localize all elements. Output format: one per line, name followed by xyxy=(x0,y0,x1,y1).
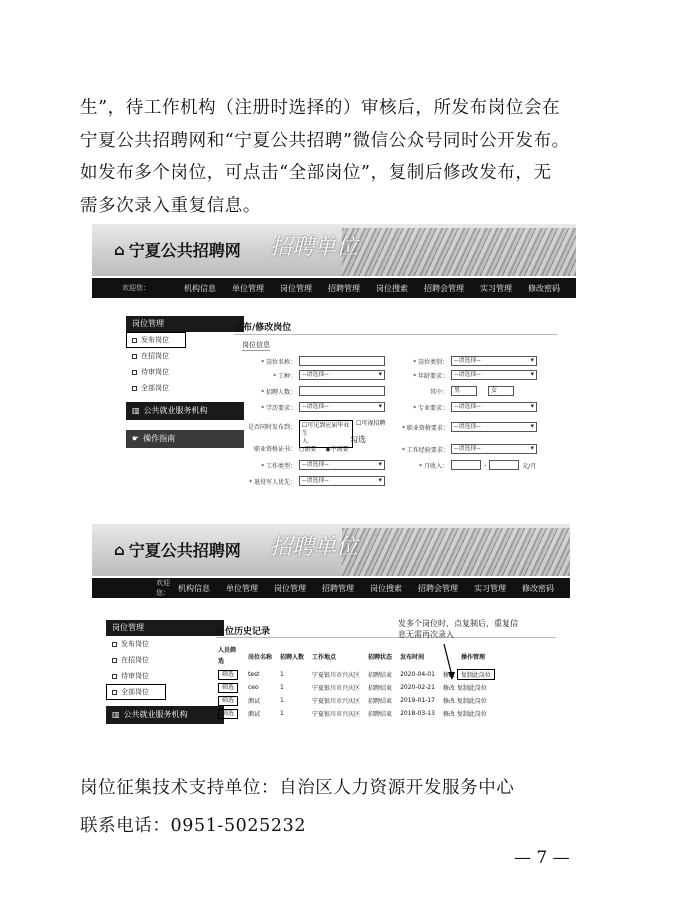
sidebar-item-active-jobs[interactable]: 在招岗位 xyxy=(126,348,244,364)
copy-job-link[interactable]: 复制此岗位 xyxy=(456,698,487,705)
experience-select[interactable]: --请选择-- ▾ xyxy=(451,444,537,454)
education-select[interactable]: --请选择-- ▾ xyxy=(299,402,385,412)
graduate-option-box[interactable]: ☐可见到应届毕业生 人 xyxy=(299,420,353,448)
filter-button[interactable]: 筛选 xyxy=(218,696,238,706)
field-job-category: * 岗位类别： --请选择-- ▾ xyxy=(402,356,537,366)
filter-button[interactable]: 筛选 xyxy=(218,683,238,693)
support-unit-line: 岗位征集技术支持单位：自治区人力资源开发服务中心 xyxy=(80,778,515,798)
nav-job-search[interactable]: 岗位搜索 xyxy=(370,583,402,593)
paragraph-line-4: 需多次录入重复信息。 xyxy=(80,195,261,216)
section-title: 岗位信息 xyxy=(242,341,270,349)
filter-button[interactable]: 筛选 xyxy=(218,670,238,680)
sidebar-heading: 岗位管理 xyxy=(126,316,244,332)
field-veteran: * 退役军人优先： --请选择-- ▾ xyxy=(242,476,385,486)
building-icon: ▥ xyxy=(112,710,120,719)
sidebar-item-pending-jobs[interactable]: 待审岗位 xyxy=(126,364,244,380)
table-row: 筛选 测试 1 宁夏银川市兴庆区 招聘结束 2018-03-13 修改 复制此岗位 xyxy=(214,707,499,720)
table-row: 筛选 测试 1 宁夏银川市兴庆区 招聘结束 2019-01-17 修改 复制此岗位 xyxy=(214,694,499,707)
edit-link[interactable]: 修改 xyxy=(442,685,455,692)
sidebar xyxy=(106,620,224,724)
body-paragraph xyxy=(80,92,620,222)
field-work-type: * 工作类型： --请选择-- ▾ xyxy=(242,460,385,470)
welcome-text: 欢迎您： xyxy=(156,579,170,597)
nav-change-password[interactable]: 修改密码 xyxy=(528,283,560,293)
radio-need[interactable]: ○需要 xyxy=(299,446,317,453)
copy-annotation: 发多个岗位时，点复制后，重复信息无需再次录入 xyxy=(398,619,518,639)
edit-link[interactable]: 修改 xyxy=(442,698,455,705)
contact-phone-line: 联系电话：0951-5025232 xyxy=(80,816,307,836)
job-name-input[interactable] xyxy=(299,356,385,366)
age-select[interactable]: --请选择-- ▾ xyxy=(451,370,537,380)
logo-icon: ⌂ xyxy=(114,540,125,559)
field-age: * 年龄要求： --请选择-- ▾ xyxy=(402,370,537,380)
nav-job-mgmt[interactable]: 岗位管理 xyxy=(274,583,306,593)
copy-job-link[interactable]: 复制此岗位 xyxy=(457,669,495,680)
male-count-input[interactable]: 男 xyxy=(451,386,477,396)
nav-fair-mgmt[interactable]: 招聘会管理 xyxy=(424,283,464,293)
headcount-input[interactable] xyxy=(299,386,385,396)
nav-intern-mgmt[interactable]: 实习管理 xyxy=(480,283,512,293)
field-experience: * 工作经验要求： --请选择-- ▾ xyxy=(402,444,537,454)
field-salary: * 月收入： - 元/月 xyxy=(419,461,537,470)
public-service-button[interactable]: ▥ 公共就业服务机构 xyxy=(106,706,224,724)
copy-job-link[interactable]: 复制此岗位 xyxy=(456,685,487,692)
page-number: — 7 — xyxy=(514,848,570,868)
site-slogan: 招聘单位 xyxy=(270,235,359,260)
radio-no-need[interactable]: ◉不需要 xyxy=(325,446,349,453)
sidebar-item-active-jobs[interactable]: 在招岗位 xyxy=(106,652,224,668)
salary-max-input[interactable] xyxy=(489,460,519,470)
sidebar xyxy=(126,316,244,448)
field-job-type: * 工种： --请选择-- ▾ xyxy=(242,370,385,380)
main-nav xyxy=(92,278,576,298)
welcome-text: 欢迎您： xyxy=(122,284,150,292)
visible-recruit-option[interactable]: ☐可视招聘 xyxy=(356,420,386,427)
checkbox-icon: ☐ xyxy=(302,422,308,429)
nav-org-info[interactable]: 机构信息 xyxy=(184,283,216,293)
nav-unit-mgmt[interactable]: 单位管理 xyxy=(226,583,258,593)
nav-recruit-mgmt[interactable]: 招聘管理 xyxy=(328,283,360,293)
job-type-select[interactable]: --请选择-- ▾ xyxy=(299,370,385,380)
site-banner xyxy=(92,224,576,276)
nav-change-password[interactable]: 修改密码 xyxy=(522,583,554,593)
checkbox-icon: ☐ xyxy=(356,420,362,427)
work-type-select[interactable]: --请选择-- ▾ xyxy=(299,460,385,470)
field-job-name: * 岗位名称： xyxy=(242,356,385,366)
nav-org-info[interactable]: 机构信息 xyxy=(178,583,210,593)
field-certificate: 职业资格证书： ○需要 ◉不需要 xyxy=(253,446,349,453)
screenshot-job-history xyxy=(92,524,570,742)
site-logo[interactable]: ⌂ 宁夏公共招聘网 xyxy=(114,240,241,260)
job-category-select[interactable]: --请选择-- ▾ xyxy=(451,356,537,366)
site-banner xyxy=(92,524,570,576)
sidebar-item-post-job[interactable]: 发布岗位 xyxy=(126,332,186,348)
building-icon: ▥ xyxy=(132,406,140,415)
public-service-button[interactable]: ▥ 公共就业服务机构 xyxy=(126,402,244,420)
form-title: 发布/修改岗位 xyxy=(234,323,292,333)
hand-icon: ☛ xyxy=(132,434,140,443)
history-title: 岗位历史记录 xyxy=(216,627,271,637)
check-note: 勾选 xyxy=(350,435,366,444)
nav-fair-mgmt[interactable]: 招聘会管理 xyxy=(418,583,458,593)
veteran-select[interactable]: --请选择-- ▾ xyxy=(299,476,385,486)
sidebar-heading: 岗位管理 xyxy=(106,620,224,636)
qualification-select[interactable]: --请选择-- ▾ xyxy=(451,422,537,432)
nav-intern-mgmt[interactable]: 实习管理 xyxy=(474,583,506,593)
table-header-row: 人员筛选 岗位名称 招聘人数 工作地点 招聘状态 发布时间 操作管理 xyxy=(218,647,485,665)
field-gender-split: 其中： 男 女 xyxy=(402,386,514,396)
sidebar-item-all-jobs[interactable]: 全部岗位 xyxy=(106,684,166,700)
field-qualification: * 职业资格要求： --请选择-- ▾ xyxy=(402,422,537,432)
nav-unit-mgmt[interactable]: 单位管理 xyxy=(232,283,264,293)
sidebar-item-post-job[interactable]: 发布岗位 xyxy=(106,636,224,652)
edit-link[interactable]: 修改 xyxy=(442,672,455,679)
field-major: * 专业要求： --请选择-- ▾ xyxy=(402,402,537,412)
logo-icon: ⌂ xyxy=(114,240,125,259)
female-count-input[interactable]: 女 xyxy=(488,386,514,396)
paragraph-line-2: 宁夏公共招聘网和“宁夏公共招聘”微信公众号同时公开发布。 xyxy=(80,130,570,151)
nav-job-mgmt[interactable]: 岗位管理 xyxy=(280,283,312,293)
field-publish-to: 是否同时发布到： ☐可见到应届毕业生 人 ☐可视招聘 xyxy=(242,420,392,448)
filter-button[interactable]: 筛选 xyxy=(218,709,238,719)
nav-job-search[interactable]: 岗位搜索 xyxy=(376,283,408,293)
field-headcount: * 招聘人数： xyxy=(242,386,385,396)
nav-recruit-mgmt[interactable]: 招聘管理 xyxy=(322,583,354,593)
table-row: 筛选 test 1 宁夏银川市兴庆区 招聘结束 2020-04-01 修改 复制此岗位 xyxy=(214,668,499,681)
paragraph-line-3: 如发布多个岗位，可点击“全部岗位”，复制后修改发布，无 xyxy=(80,163,552,183)
copy-job-link[interactable]: 复制此岗位 xyxy=(456,711,487,718)
table-row: 筛选 ceo 1 宁夏银川市兴庆区 招聘结束 2020-02-21 修改 复制此岗位 xyxy=(214,681,499,694)
main-nav xyxy=(92,578,570,598)
sidebar-item-pending-jobs[interactable]: 待审岗位 xyxy=(106,668,224,684)
field-education: * 学历要求： --请选择-- ▾ xyxy=(242,402,385,412)
major-select[interactable]: --请选择-- ▾ xyxy=(451,402,537,412)
edit-link[interactable]: 修改 xyxy=(442,711,455,718)
paragraph-line-1: 生”，待工作机构（注册时选择的）审核后，所发布岗位会在 xyxy=(80,98,561,118)
screenshot-post-job xyxy=(92,224,576,496)
site-slogan: 招聘单位 xyxy=(270,535,359,560)
site-logo[interactable]: ⌂ 宁夏公共招聘网 xyxy=(114,540,241,560)
sidebar-item-all-jobs[interactable]: 全部岗位 xyxy=(126,380,244,396)
guide-button[interactable]: ☛ 操作指南 xyxy=(126,430,244,448)
history-table xyxy=(214,644,499,720)
salary-min-input[interactable] xyxy=(451,460,481,470)
